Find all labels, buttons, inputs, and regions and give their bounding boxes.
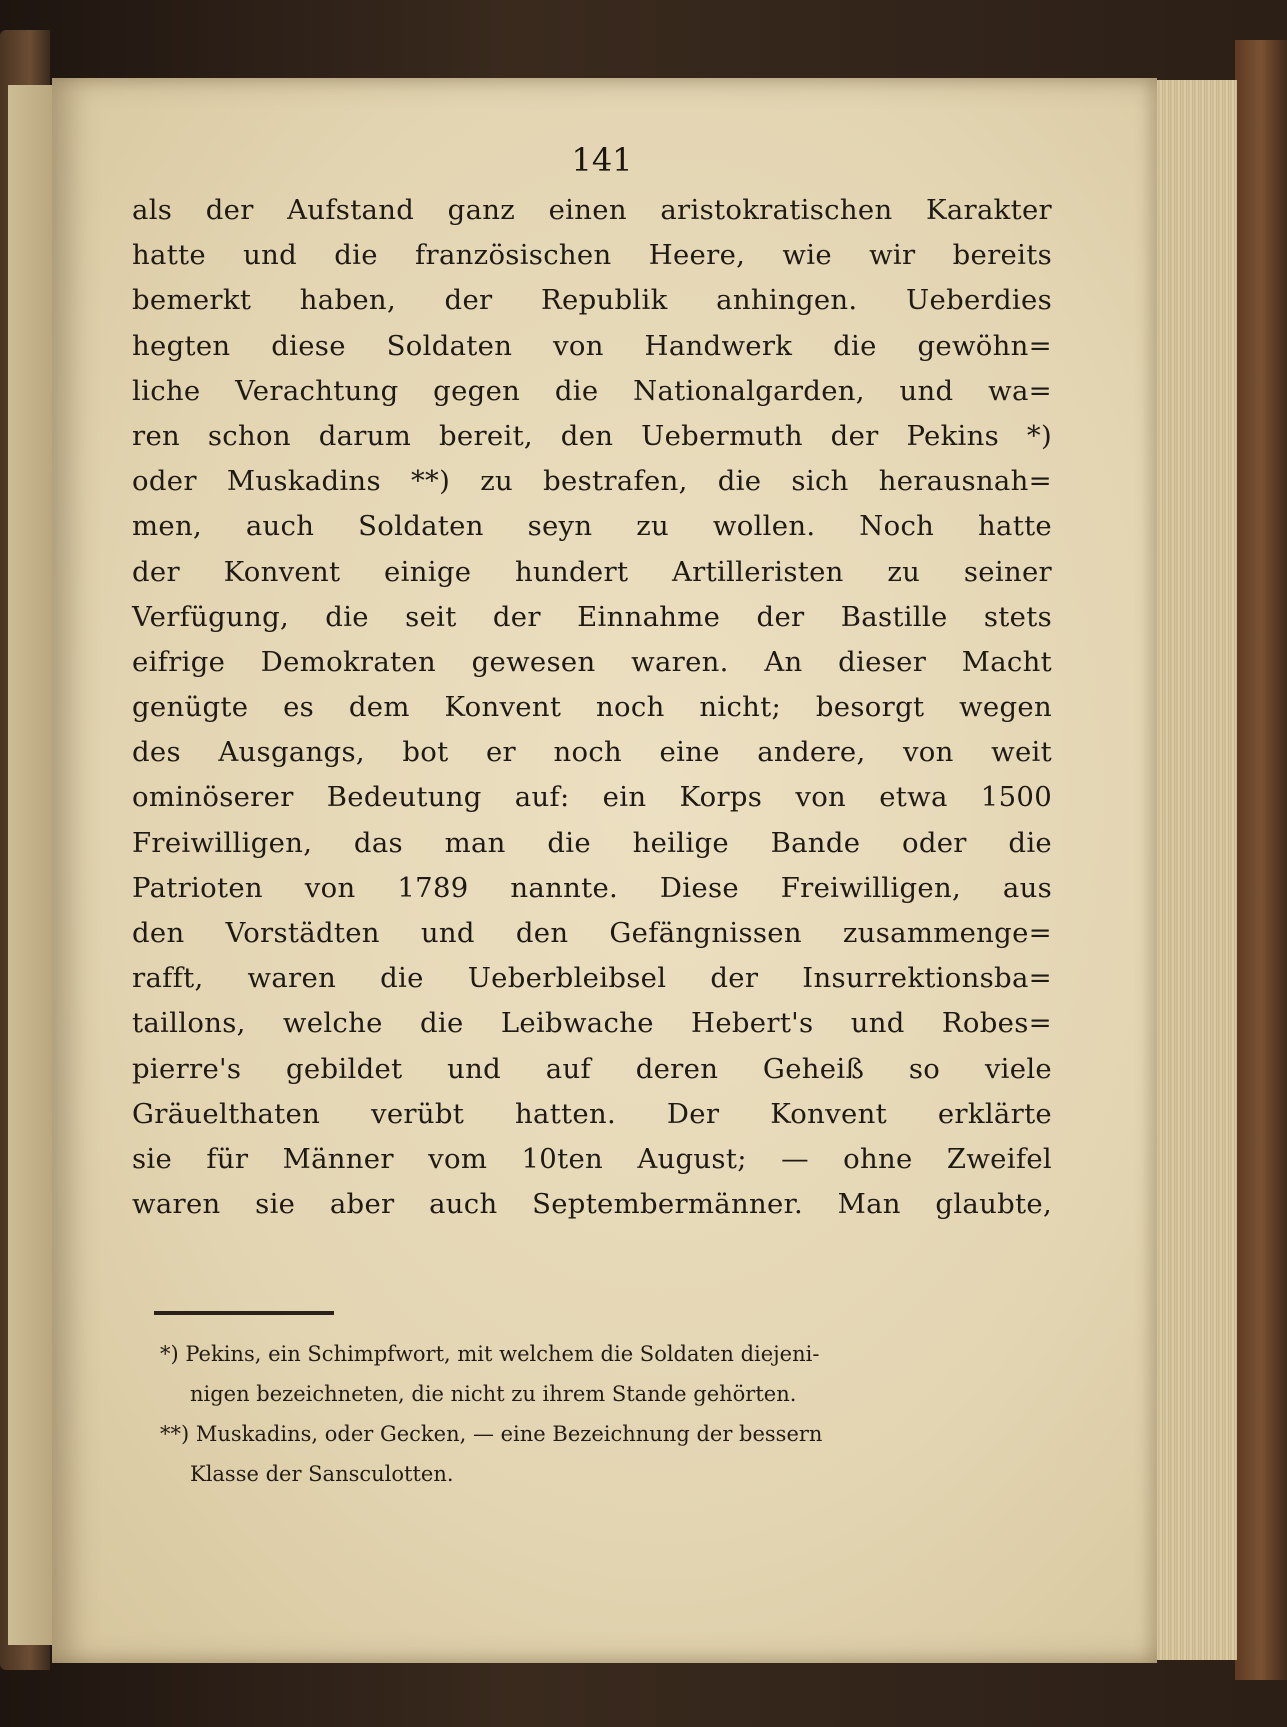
text-line: sie für Männer vom 10ten August; — ohne Zweifel <box>132 1142 1052 1175</box>
book-cover-right <box>1235 40 1287 1680</box>
text-line: ren schon darum bereit, den Uebermuth der Pekins *) <box>132 419 1052 452</box>
footnote-line: nigen bezeichneten, die nicht zu ihrem Stande gehörten. <box>190 1382 797 1406</box>
text-line: liche Verachtung gegen die Nationalgarden, und wa= <box>132 374 1052 407</box>
text-line: ominöserer Bedeutung auf: ein Korps von etwa 1500 <box>132 781 1052 814</box>
page-stack-edges <box>1150 80 1237 1660</box>
footnote-line: *) Pekins, ein Schimpfwort, mit welchem die Soldaten diejeni- <box>160 1342 820 1366</box>
text-line: taillons, welche die Leibwache Hebert's und Robes= <box>132 1007 1052 1040</box>
text-line: hatte und die französischen Heere, wie wir bereits <box>132 239 1052 272</box>
text-line: genügte es dem Konvent noch nicht; besorgt wegen <box>132 691 1052 724</box>
text-line: den Vorstädten und den Gefängnissen zusammenge= <box>132 917 1052 949</box>
text-line: Verfügung, die seit der Einnahme der Bastille stets <box>132 600 1052 633</box>
footnote-line: **) Muskadins, oder Gecken, — eine Bezeichnung der bessern <box>160 1422 823 1446</box>
text-line: waren sie aber auch Septembermänner. Man glaubte, <box>132 1188 1052 1221</box>
text-line: hegten diese Soldaten von Handwerk die gewöhn= <box>132 329 1052 362</box>
page-number: 141 <box>571 141 633 179</box>
text-line: eifrige Demokraten gewesen waren. An dieser Macht <box>132 645 1052 678</box>
left-page-edge <box>8 85 58 1645</box>
text-line: der Konvent einige hundert Artilleristen zu seiner <box>132 555 1052 588</box>
text-line: oder Muskadins **) zu bestrafen, die sich herausnah= <box>132 465 1052 498</box>
footnotes <box>160 1334 1050 1494</box>
text-line: rafft, waren die Ueberbleibsel der Insurrektionsba= <box>132 962 1052 995</box>
footnote-line: Klasse der Sansculotten. <box>190 1462 454 1486</box>
text-line: Freiwilligen, das man die heilige Bande oder die <box>132 826 1052 859</box>
text-line: pierre's gebildet und auf deren Geheiß so viele <box>132 1052 1052 1085</box>
text-line: als der Aufstand ganz einen aristokratischen Karakter <box>132 194 1052 226</box>
text-line: bemerkt haben, der Republik anhingen. Ueberdies <box>132 284 1052 317</box>
text-line: men, auch Soldaten seyn zu wollen. Noch hatte <box>132 510 1052 543</box>
text-line: Gräuelthaten verübt hatten. Der Konvent erklärte <box>132 1097 1052 1130</box>
body-text <box>132 188 1052 1227</box>
book-page <box>52 78 1157 1663</box>
text-line: des Ausgangs, bot er noch eine andere, von weit <box>132 736 1052 769</box>
text-line: Patrioten von 1789 nannte. Diese Freiwilligen, aus <box>132 871 1052 904</box>
footnote-divider <box>154 1311 334 1315</box>
